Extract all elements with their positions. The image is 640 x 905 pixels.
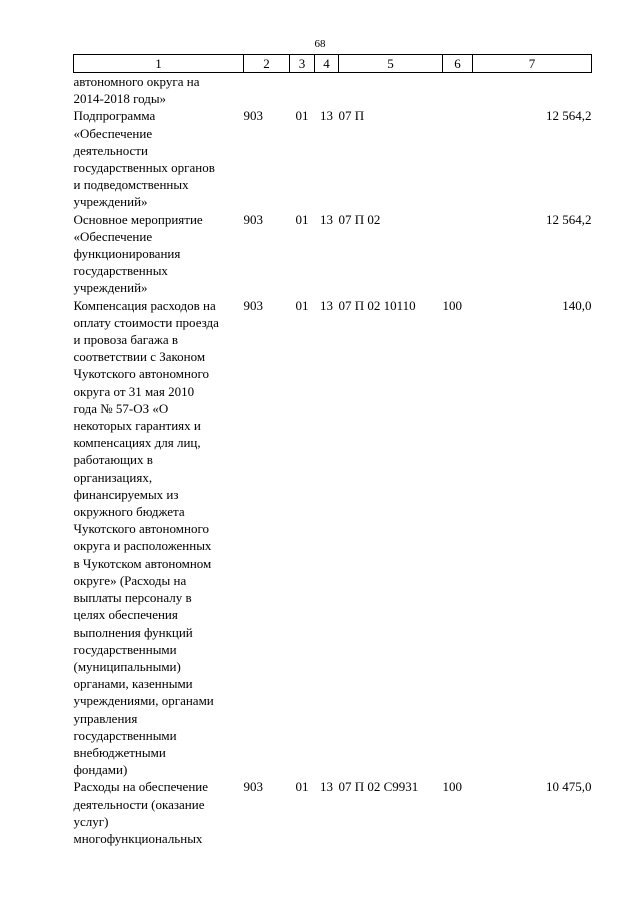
row-section	[290, 73, 315, 108]
row-target: 07 П 02	[338, 211, 381, 227]
row-code: 903	[243, 779, 263, 795]
header-col-5: 5	[339, 55, 443, 73]
row-amount: 140,0	[562, 297, 592, 313]
row-subsection: 13	[320, 211, 333, 227]
row-target	[339, 73, 443, 108]
header-col-3: 3	[290, 55, 315, 73]
table-row	[74, 211, 592, 297]
row-subsection: 13	[320, 297, 333, 313]
row-type	[443, 73, 473, 108]
table-row	[74, 107, 592, 210]
row-subsection: 13	[320, 108, 333, 124]
row-name: Подпрограмма «Обеспечение деятельности государственных органов и подведомственных учреждений»	[73, 108, 215, 210]
row-type: 100	[442, 779, 462, 795]
row-target: 07 П 02 С9931	[338, 779, 419, 795]
row-amount: 12 564,2	[546, 108, 592, 124]
row-type: 100	[442, 297, 462, 313]
header-col-4: 4	[315, 55, 339, 73]
row-code	[244, 73, 290, 108]
row-code: 903	[243, 297, 263, 313]
row-name: автономного округа на 2014-2018 годы»	[73, 74, 200, 107]
header-row	[74, 55, 592, 73]
row-section: 01	[295, 779, 309, 795]
row-target: 07 П	[338, 108, 365, 124]
header-col-2: 2	[244, 55, 290, 73]
budget-table	[73, 54, 592, 847]
table-row	[74, 778, 592, 847]
row-name: Основное мероприятие «Обеспечение функционирования государственных учреждений»	[73, 211, 203, 296]
row-code: 903	[243, 108, 263, 124]
table-row	[74, 297, 592, 779]
row-code: 903	[243, 211, 263, 227]
page-number: 68	[314, 38, 326, 50]
row-target: 07 П 02 10110	[338, 297, 416, 313]
header-col-7: 7	[473, 55, 592, 73]
row-subsection	[315, 73, 339, 108]
row-amount: 10 475,0	[546, 779, 592, 795]
table-row	[74, 73, 592, 108]
header-col-1: 1	[74, 55, 244, 73]
row-amount	[473, 73, 592, 108]
row-amount: 12 564,2	[546, 211, 592, 227]
row-type	[443, 107, 473, 210]
row-name: Расходы на обеспечение деятельности (оказание услуг) многофункциональных	[73, 779, 209, 846]
row-type	[443, 211, 473, 297]
row-section: 01	[295, 297, 309, 313]
header-col-6: 6	[443, 55, 473, 73]
row-section: 01	[295, 108, 309, 124]
row-subsection: 13	[320, 779, 333, 795]
row-section: 01	[295, 211, 309, 227]
row-name: Компенсация расходов на оплату стоимости проезда и провоза багажа в соответствии с Законом Чукотского автономного округа от 31 мая 2010 года № 57-ОЗ «О некоторых гарантиях и компенсациях для лиц, работающих в организациях, финансируемых из окружного бюджета Чукотского автономного округа и расположенных в Чукотском автономном округе» (Расходы на выплаты персоналу в целях обеспечения выполнения функций государственными (муниципальными) органами, казенными учреждениями, органами управления государственными внебюджетными фондами)	[73, 297, 219, 778]
